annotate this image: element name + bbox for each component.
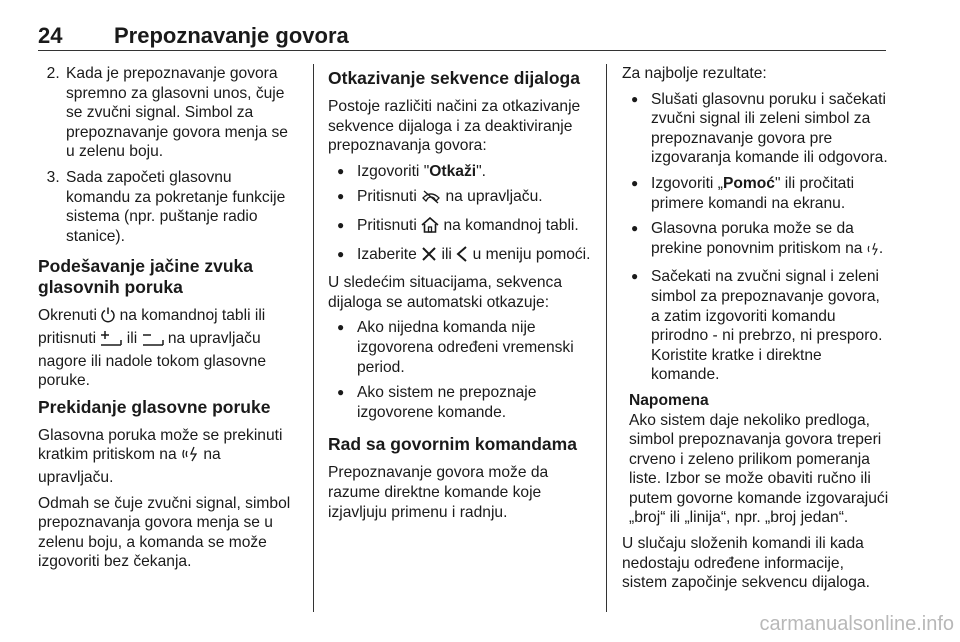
chevron-left-icon <box>456 246 468 268</box>
interrupt-paragraph-2: Odmah se čuje zvučni signal, simbol prepoznavanja govora menja se u zelenu boju, a komanda se može izgovoriti bez čekanja. <box>38 494 291 571</box>
volume-down-icon <box>142 330 164 352</box>
list-item: ● Izgovoriti "Otkaži". <box>328 162 592 182</box>
step-list <box>38 64 300 246</box>
watermark: carmanualsonline.info <box>759 613 954 635</box>
home-icon <box>421 217 439 239</box>
tips-intro: Za najbolje rezultate: <box>622 65 767 82</box>
volume-heading: Podešavanje jačine zvuka glasovnih poruka <box>38 256 253 298</box>
list-item: ● Slušati glasovnu poruku i sačekati zvučni signal ili zeleni simbol za prepoznavanje govora pre izgovaranja komande ili odgovora. <box>622 90 890 168</box>
cancel-intro: Postoje različiti načini za otkazivanje sekvence dijaloga i za deaktiviranje prepoznavanja govora: <box>328 98 581 155</box>
close-icon <box>421 246 437 268</box>
column-right <box>622 64 890 599</box>
volume-up-icon <box>100 330 122 352</box>
column-divider <box>606 64 607 612</box>
list-item: ● Izaberite ili u meniju pomoći. <box>328 245 592 268</box>
direct-commands-paragraph: Prepoznavanje govora može da razume direktne komande koje izjavljuju primenu i radnju. <box>328 464 549 521</box>
list-item: ● Glasovna poruka može se da prekine ponovnim pritiskom na . <box>622 219 890 261</box>
list-item: ● Ako sistem ne prepoznaje izgovorene komande. <box>328 383 592 422</box>
list-item: ● Izgovoriti „Pomoć" ili pročitati primere komandi na ekranu. <box>622 174 890 213</box>
cancel-heading: Otkazivanje sekvence dijaloga <box>328 68 580 88</box>
direct-commands-heading: Rad sa govornim komandama <box>328 434 577 455</box>
cancel-list <box>328 162 592 267</box>
page-header <box>38 6 886 51</box>
list-item: ● Ako nijedna komanda nije izgovorena određeni vremenski period. <box>328 318 592 377</box>
step-item: 3. Sada započeti glasovnu komandu za pokretanje funkcije sistema (npr. puštanje radio stanice). <box>64 168 300 246</box>
note-heading: Napomena <box>629 391 709 409</box>
column-left <box>38 64 300 578</box>
final-paragraph: U slučaju složenih komandi ili kada nedostaju određene informacije, sistem započinje sekvencu dijaloga. <box>622 535 870 592</box>
power-knob-icon <box>101 307 115 329</box>
tips-list <box>622 90 890 385</box>
volume-paragraph: Okrenuti na komandnoj tabli ili pritisnuti ili na upravljaču nagore ili nadole tokom glasovne poruke. <box>38 307 266 390</box>
step-item: 2. Kada je prepoznavanje govora spremno za glasovni unos, čuje se zvučni signal. Simbol za prepoznavanje govora menja se u zelenu boju. <box>64 64 300 162</box>
note-text: Ako sistem daje nekoliko predloga, simbol prepoznavanja govora treperi crveno i zeleno prilikom pomeranja liste. Izbor se može obaviti ručno ili putem govorne komande izgovarajući „broj“ ili „linija“, npr. „broj jedan“. <box>629 411 889 527</box>
interrupt-heading: Prekidanje glasovne poruke <box>38 396 271 417</box>
voice-command-icon <box>181 446 199 468</box>
auto-cancel-intro: U sledećim situacijama, sekvenca dijaloga se automatski otkazuje: <box>328 274 562 311</box>
auto-cancel-list <box>328 318 592 422</box>
page-number: 24 <box>38 23 63 48</box>
list-item: ● Sačekati na zvučni signal i zeleni simbol za prepoznavanje govora, a zatim izgovoriti komandu prirodno - ni prebrzo, ni presporo. Koristite kratke i direktne komande. <box>622 267 890 385</box>
list-item: ● Pritisnuti na upravljaču. <box>328 187 592 210</box>
page-title: Prepoznavanje govora <box>114 23 349 48</box>
voice-command-icon <box>867 242 879 262</box>
column-divider <box>313 64 314 612</box>
note-box <box>622 391 890 528</box>
list-item: ● Pritisnuti na komandnoj tabli. <box>328 216 592 239</box>
column-middle <box>328 64 592 528</box>
hang-up-icon <box>421 190 441 210</box>
interrupt-paragraph: Glasovna poruka može se prekinuti kratkim pritiskom na na upravljaču. <box>38 426 283 486</box>
